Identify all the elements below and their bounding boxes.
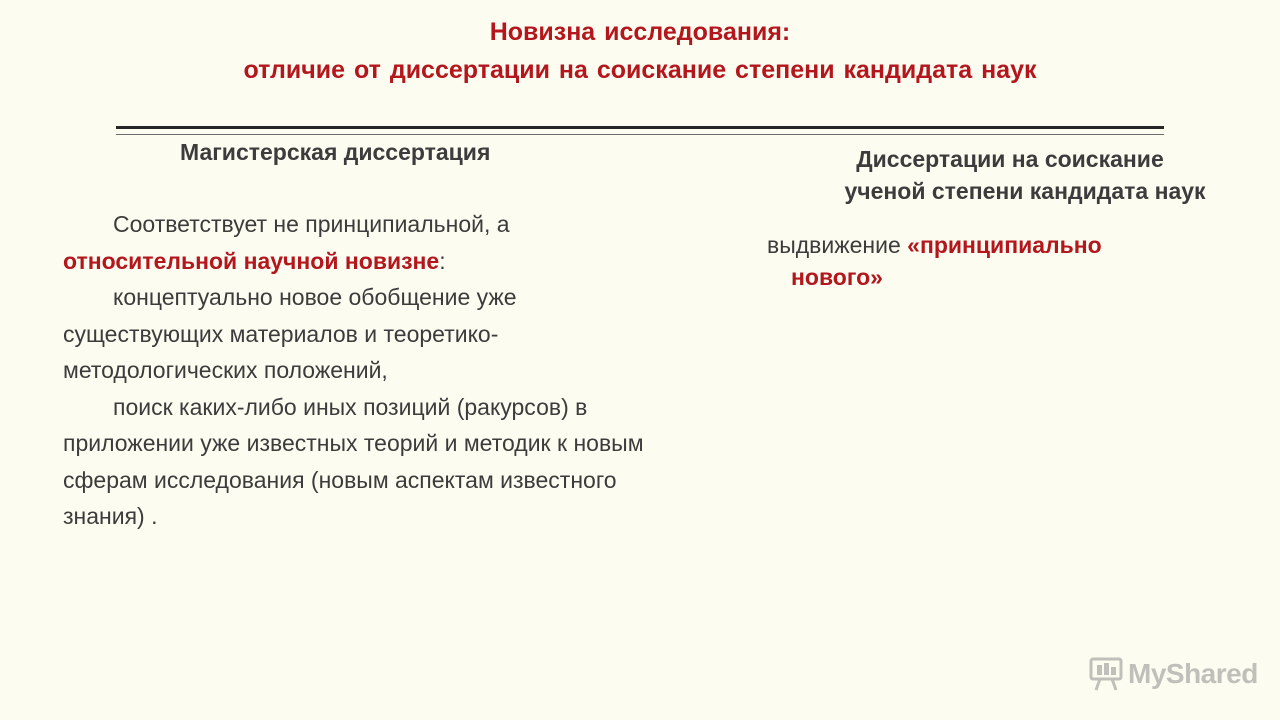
left-paragraph-2: концептуально новое обобщение уже существующих материалов и теоретико-методологических положений,: [63, 284, 517, 383]
left-paragraph-1: [63, 206, 683, 279]
right-body-prefix: выдвижение: [767, 232, 901, 258]
left-p1-prefix: Соответствует не принципиальной, а: [113, 211, 510, 237]
right-body-highlight-2: нового»: [791, 264, 883, 290]
right-body-line2: [767, 261, 1237, 293]
title-divider-thick: [116, 126, 1164, 129]
watermark-logo: [1088, 656, 1258, 692]
watermark-text: MyShared: [1128, 658, 1258, 689]
left-paragraph-3: поиск каких-либо иных позиций (ракурсов) в приложении уже известных теорий и методик к новым сферам исследования (новым аспектам известного знания) .: [63, 393, 644, 529]
slide-subtitle: отличие от диссертации на соискание степени кандидата наук: [243, 56, 1037, 84]
right-column-heading-line2: ученой степени кандидата наук: [844, 178, 1206, 204]
left-p1-highlight: относительной научной новизне: [63, 247, 440, 274]
right-body-highlight-1: «принципиально: [907, 232, 1102, 258]
presentation-board-icon: [1088, 656, 1124, 692]
title-divider-thin: [116, 134, 1164, 135]
left-column-heading: Магистерская диссертация: [180, 139, 491, 165]
left-column-body: [63, 206, 683, 535]
right-column-heading-line1: Диссертации на соискание: [856, 146, 1164, 172]
slide-title: Новизна исследования:: [489, 18, 791, 46]
right-column-body: [767, 229, 1237, 293]
right-body-line1: [767, 229, 1237, 261]
left-p1-suffix: :: [439, 247, 446, 274]
